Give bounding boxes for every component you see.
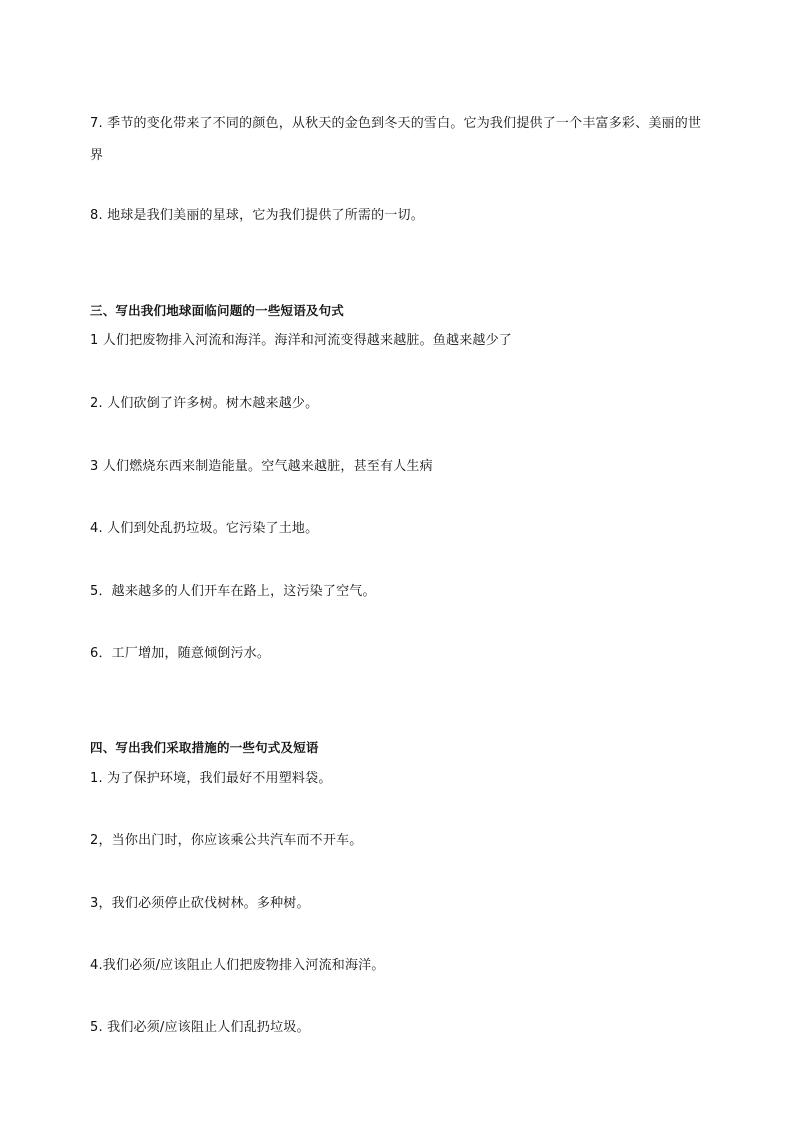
section3-heading: 三、写出我们地球面临问题的一些短语及句式 (90, 303, 345, 318)
section4-item-2: 2，当你出门时，你应该乘公共汽车而不开车。 (90, 833, 363, 848)
section4-item-3: 3，我们必须停止砍伐树林。多种树。 (90, 896, 310, 911)
section3-item-1: 1 人们把废物排入河流和海洋。海洋和河流变得越来越脏。鱼越来越少了 (90, 333, 513, 348)
section4-item-1: 1. 为了保护环境，我们最好不用塑料袋。 (90, 771, 332, 786)
section3-item-4: 4. 人们到处乱扔垃圾。它污染了土地。 (90, 521, 319, 536)
section3-item-6: 6．工厂增加，随意倾倒污水。 (90, 646, 271, 661)
section4-item-5: 5. 我们必须/应该阻止人们乱扔垃圾。 (90, 1020, 310, 1035)
section3-item-2: 2. 人们砍倒了许多树。树木越来越少。 (90, 396, 319, 411)
section2-item-8: 8. 地球是我们美丽的星球，它为我们提供了所需的一切。 (90, 208, 424, 223)
section4-heading: 四、写出我们采取措施的一些句式及短语 (90, 740, 319, 755)
section4-item-4: 4.我们必须/应该阻止人们把废物排入河流和海洋。 (90, 958, 385, 973)
section3-item-3: 3 人们燃烧东西来制造能量。空气越来越脏，甚至有人生病 (90, 459, 433, 474)
section3-item-5: 5．越来越多的人们开车在路上，这污染了空气。 (90, 584, 376, 599)
section2-item-7: 7. 季节的变化带来了不同的颜色，从秋天的金色到冬天的雪白。它为我们提供了一个丰富多彩、美丽的世界 (90, 116, 702, 163)
